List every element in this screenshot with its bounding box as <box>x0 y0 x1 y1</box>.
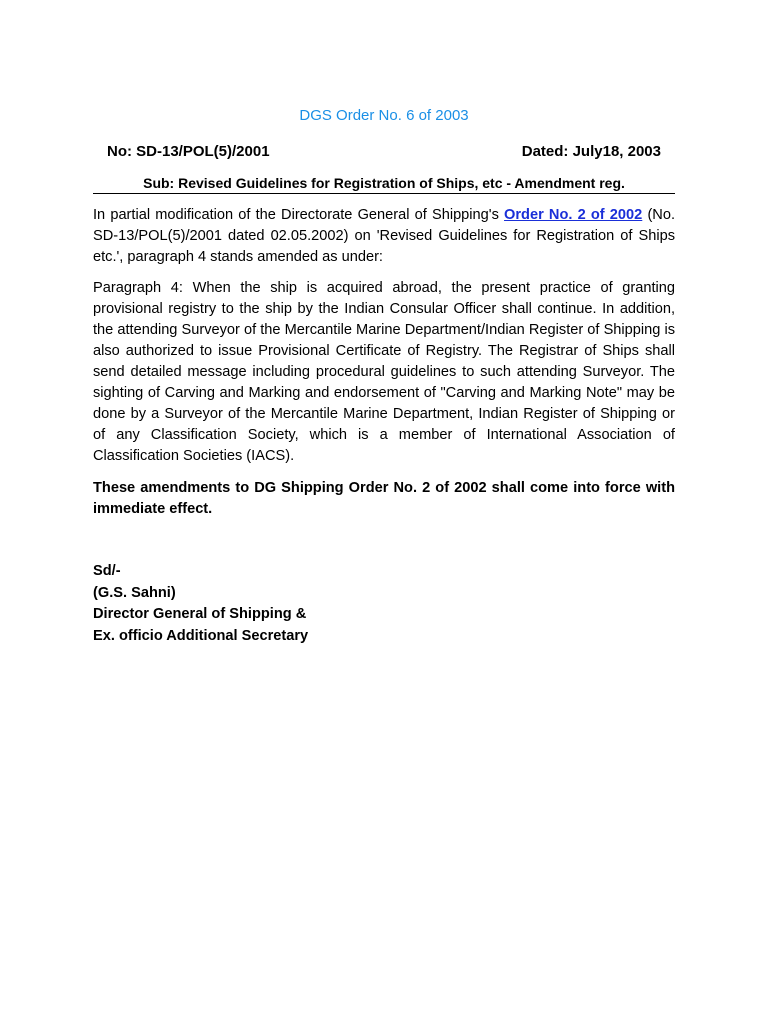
signature-block <box>93 561 308 647</box>
subject-line: Sub: Revised Guidelines for Registration of Ships, etc - Amendment reg. <box>143 175 625 191</box>
intro-text-end: (No. SD-13/POL(5)/2001 dated 02.05.2002) on 'Revised Guidelines for Registration of Ships etc.', paragraph 4 stands amended as under: <box>93 207 676 265</box>
order-number: No: SD-13/POL(5)/2001 <box>107 143 270 160</box>
signature-sd: Sd/- <box>93 563 121 579</box>
order-2-of-2002-link[interactable]: Order No. 2 of 2002 <box>504 207 643 223</box>
subject-divider <box>93 193 675 194</box>
signatory-name: (G.S. Sahni) <box>93 584 176 601</box>
paragraph-intro <box>93 205 675 268</box>
signatory-designation: Director General of Shipping & <box>93 606 307 622</box>
signatory-additional-designation: Ex. officio Additional Secretary <box>93 627 309 644</box>
intro-text-start: In partial modification of the Directorate General of Shipping's <box>93 207 505 223</box>
paragraph-4-amendment: Paragraph 4: When the ship is acquired abroad, the present practice of granting provisional registry to the ship by the Indian Consular Officer shall continue. In addition, the attending Surveyor of the Mercantile Marine Department/Indian Register of Shipping is also authorized to issue Provisional Certificate of Registry. The Registrar of Ships shall send detailed message including procedural guidelines to such attending Surveyor. The sighting of Carving and Marking and endorsement of "Carving and Marking Note" may be done by a Surveyor of the Mercantile Marine Department, Indian Register of Shipping or of any Classification Society, which is a member of International Association of Classification Societies (IACS). <box>93 280 675 464</box>
paragraph-effect: These amendments to DG Shipping Order No. 2 of 2002 shall come into force with immediate effect. <box>93 480 675 517</box>
order-date: Dated: July18, 2003 <box>521 143 661 160</box>
document-title: DGS Order No. 6 of 2003 <box>299 107 469 124</box>
